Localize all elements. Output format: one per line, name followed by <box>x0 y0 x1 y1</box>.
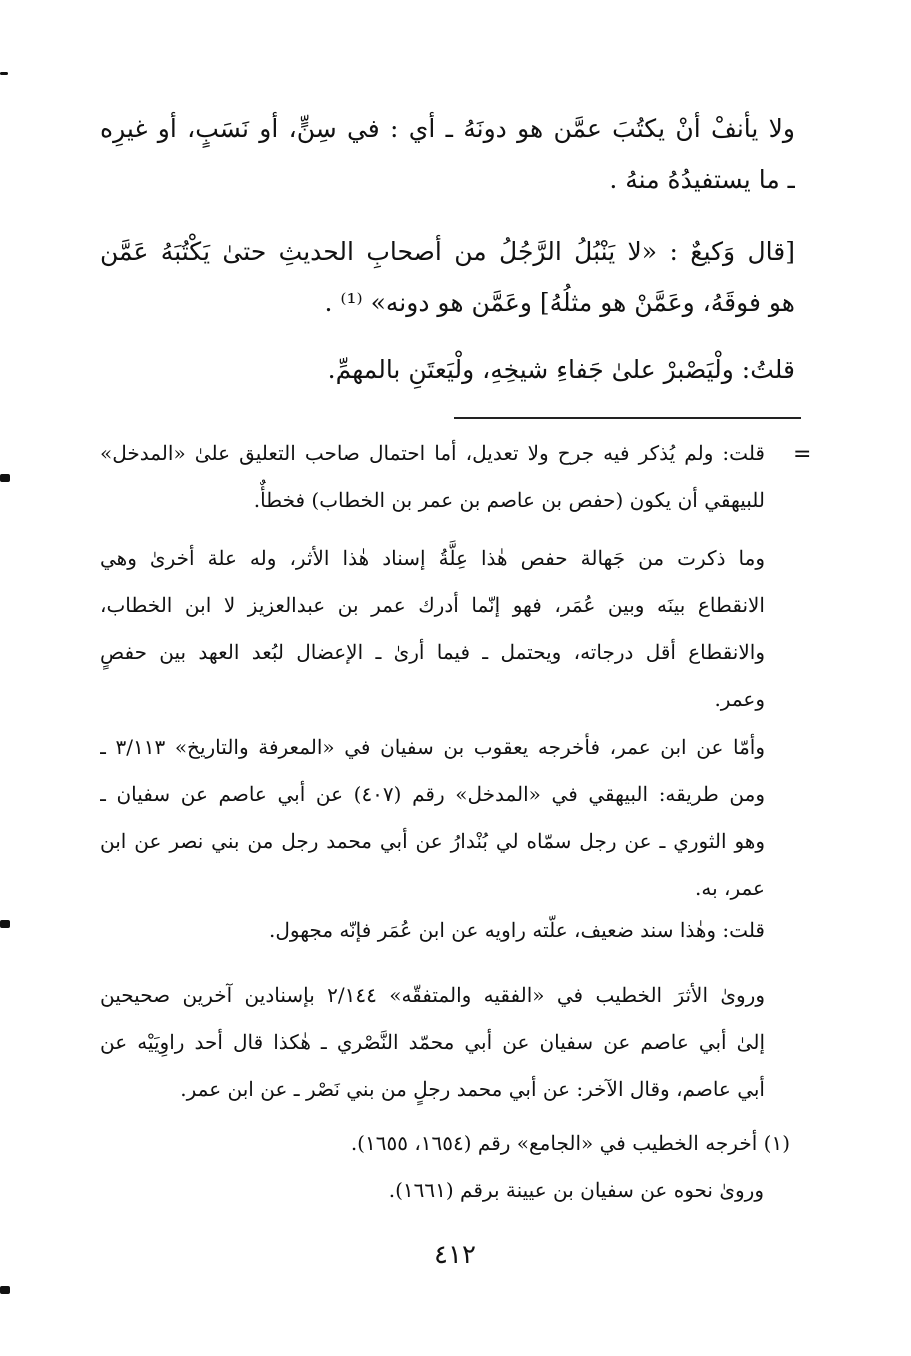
main-paragraph-3 <box>100 344 795 395</box>
note-paragraph-2 <box>100 535 765 723</box>
text-line: وروىٰ نحوه عن سفيان بن عيينة برقم (١٦٦١). <box>388 1178 764 1202</box>
note-paragraph-4 <box>100 907 765 954</box>
note-paragraph-1 <box>100 430 765 524</box>
text-line: وأمّا عن ابن عمر، فأخرجه يعقوب بن سفيان في «المعرفة والتاريخ» ٣/١١٣ ـ <box>100 735 765 759</box>
note-paragraph-5 <box>100 972 765 1113</box>
text-line: ومن طريقه: البيهقي في «المدخل» رقم (٤٠٧) عن أبي عاصم عن سفيان ـ <box>100 782 765 806</box>
scan-edge-mark <box>0 72 8 75</box>
page-number: ٤١٢ <box>434 1240 476 1270</box>
scan-edge-mark <box>0 474 10 482</box>
text-line: وروىٰ الأثرَ الخطيب في «الفقيه والمتفقّه» ٢/١٤٤ بإسنادين آخرين صحيحين <box>100 983 765 1007</box>
text-line: وما ذكرت من جَهالة حفص هٰذا عِلَّةُ إسناد هٰذا الأثر، وله علة أخرىٰ وهي <box>100 546 765 570</box>
text-line: ولا يأنفْ أنْ يكتُبَ عمَّن هو دونَهُ ـ أي : في سِنٍّ، أو نَسَبٍ، أو غيرِه <box>100 114 795 143</box>
text-line: إلىٰ أبي عاصم عن سفيان عن أبي محمّد النَّصْري ـ هٰكذا قال أحد راوِيَيْه عن <box>100 1030 765 1054</box>
text-line: (١) أخرجه الخطيب في «الجامع» رقم (١٦٥٤، ١٦٥٥). <box>350 1131 790 1155</box>
main-paragraph-2-bracketed <box>100 226 795 328</box>
text-line: قلتُ: ولْيَصْبرْ علىٰ جَفاءِ شيخِهِ، ولْيَعتَنِ بالمهمِّ. <box>327 355 795 384</box>
text-line: أبي عاصم، وقال الآخر: عن أبي محمد رجلٍ من بني نَصْر ـ عن ابن عمر. <box>180 1077 765 1101</box>
text-line: [قال وَكيعٌ : «لا يَنْبُلُ الرَّجُلُ من أصحابِ الحديثِ حتىٰ يَكْتُبَهُ عَمَّن <box>100 237 795 266</box>
text-line: وهو الثوري ـ عن رجل سمّاه لي بُنْدارُ عن أبي محمد رجل من بني نصر عن ابن <box>100 829 765 853</box>
note-paragraph-3 <box>100 724 765 912</box>
text-line: هو فوقَهُ، وعَمَّنْ هو مثلُهُ] وعَمَّن هو دونه» ⁽¹⁾ . <box>324 288 795 317</box>
text-line: قلت: ولم يُذكر فيه جرح ولا تعديل، أما احتمال صاحب التعليق علىٰ «المدخل» <box>100 441 765 465</box>
text-line: ـ ما يستفيدُهُ منهُ . <box>609 165 795 194</box>
text-line: الانقطاع بينَه وبين عُمَر، فهو إنّما أدرك عمر بن عبدالعزيز لا ابن الخطاب، <box>100 593 765 617</box>
text-line: للبيهقي أن يكون (حفص بن عاصم بن عمر بن الخطاب) فخطأٌ. <box>253 488 765 512</box>
text-line: قلت: وهٰذا سند ضعيف، علّته راويه عن ابن عُمَر فإنّه مجهول. <box>268 918 765 942</box>
scan-edge-mark <box>0 920 10 928</box>
footnote-separator <box>454 417 801 419</box>
text-line: وعمر. <box>714 687 765 711</box>
footnote-1 <box>290 1120 790 1214</box>
text-line: عمر، به. <box>695 876 765 900</box>
main-paragraph-1 <box>100 103 795 205</box>
continuation-marker: = <box>793 442 812 467</box>
scan-edge-mark <box>0 1286 10 1294</box>
text-line: والانقطاع أقل درجاته، ويحتمل ـ فيما أرىٰ ـ الإعضال لبُعد العهد بين حفصٍ <box>100 640 765 664</box>
